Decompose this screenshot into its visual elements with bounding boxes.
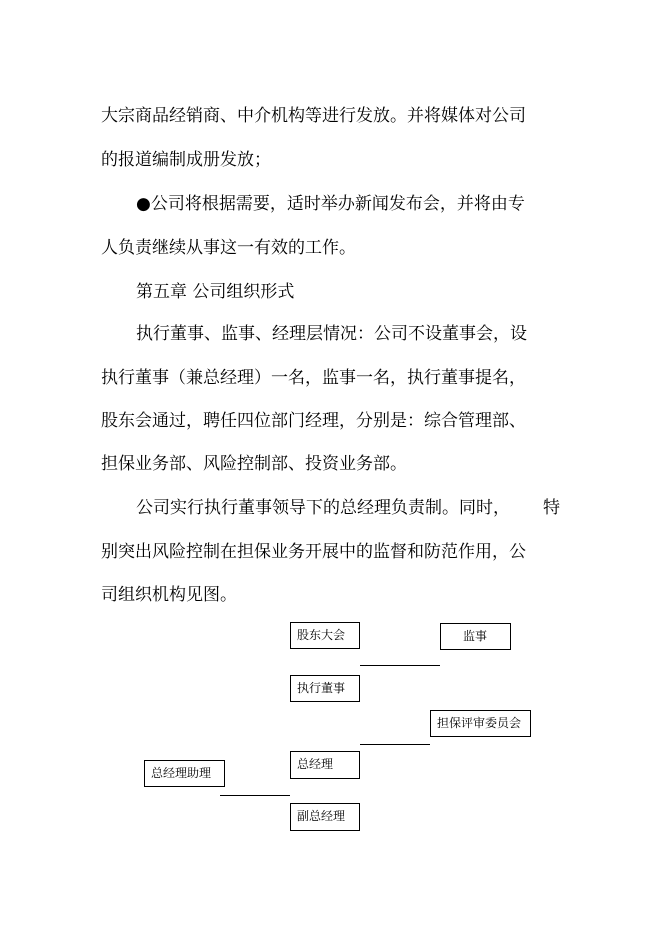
org-box-guarantee-committee: 担保评审委员会 (430, 710, 531, 737)
paragraph-2-line-1 (136, 193, 525, 215)
org-box-gm-assistant: 总经理助理 (144, 760, 225, 787)
paragraph-3-line-4: 担保业务部、风险控制部、投资业务部。 (101, 454, 407, 474)
paragraph-2-text: 公司将根据需要，适时举办新闻发布会，并将由专 (150, 194, 525, 214)
org-box-general-manager: 总经理 (290, 751, 360, 779)
chapter-title: 第五章 公司组织形式 (136, 282, 295, 302)
paragraph-4-line-1-end: 特 (543, 498, 560, 518)
org-connector-line (360, 665, 440, 666)
org-connector-line (220, 795, 290, 796)
paragraph-3-line-2: 执行董事（兼总经理）一名，监事一名，执行董事提名， (101, 368, 526, 388)
bullet-icon: ● (136, 194, 151, 214)
org-box-supervisor: 监事 (440, 623, 511, 650)
paragraph-4-line-1: 公司实行执行董事领导下的总经理负责制。同时， (136, 498, 510, 518)
paragraph-4-line-3: 司组织机构见图。 (101, 585, 237, 605)
org-box-executive-director: 执行董事 (290, 675, 360, 702)
paragraph-1-line-1: 大宗商品经销商、中介机构等进行发放。并将媒体对公司 (101, 106, 526, 126)
org-box-deputy-gm: 副总经理 (290, 803, 360, 831)
org-box-shareholders-meeting: 股东大会 (290, 622, 360, 649)
org-connector-line (360, 744, 430, 745)
paragraph-3-line-3: 股东会通过，聘任四位部门经理，分别是：综合管理部、 (101, 411, 526, 431)
paragraph-4-line-2: 别突出风险控制在担保业务开展中的监督和防范作用，公 (101, 542, 526, 562)
paragraph-2-line-2: 人负责继续从事这一有效的工作。 (101, 238, 356, 258)
paragraph-1-line-2: 的报道编制成册发放； (101, 150, 271, 170)
paragraph-3-line-1: 执行董事、监事、经理层情况：公司不设董事会，设 (136, 324, 527, 344)
